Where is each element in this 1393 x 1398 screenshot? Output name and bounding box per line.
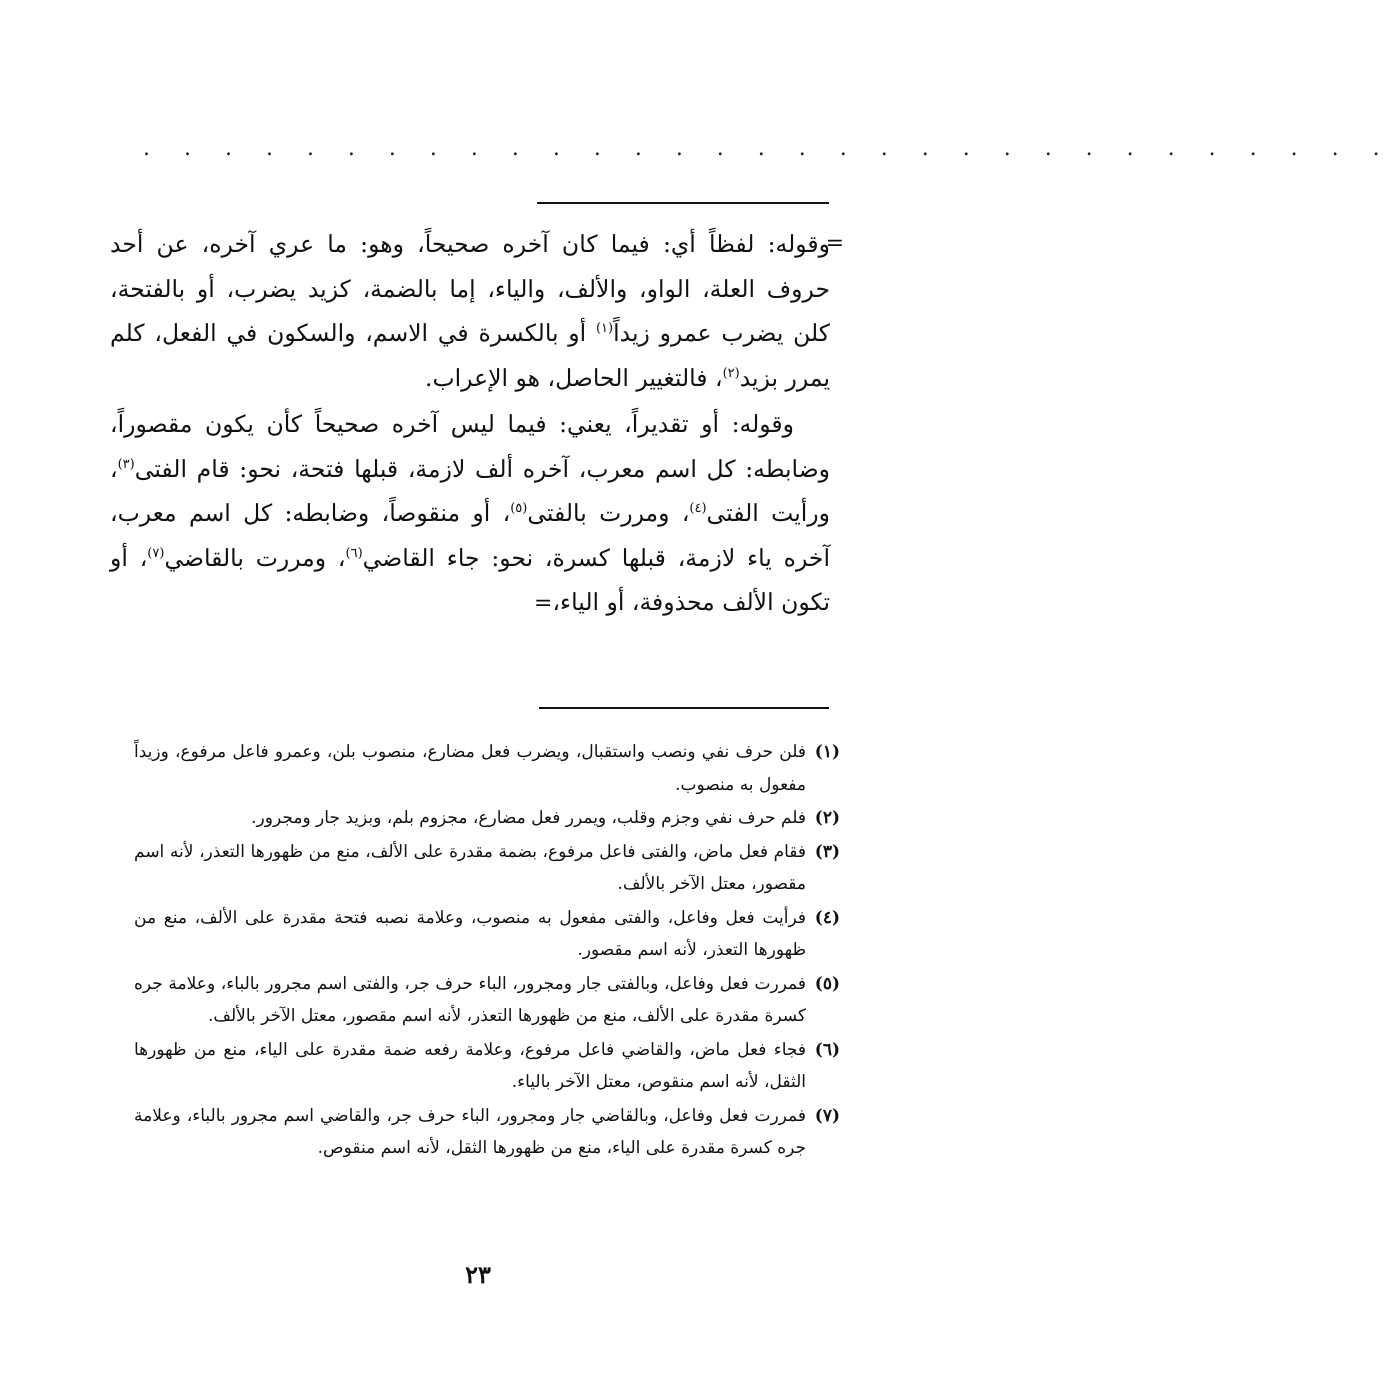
footnote-number: (٣) xyxy=(814,841,840,862)
top-rule xyxy=(537,202,829,204)
footnote-number: (٤) xyxy=(814,907,840,928)
dotted-separator: . . . . . . . . . . . . . . . . . . . . . . . . . . . . . . . xyxy=(143,136,1393,161)
footnote-3 xyxy=(134,836,840,901)
p2-text-c: ، ومررت بالفتى xyxy=(527,499,690,527)
footnote-text: فقام فعل ماض، والفتى فاعل مرفوع، بضمة مقدرة على الألف، منع من ظهورها التعذر، لأنه اسم مقصور، معتل الآخر بالألف. xyxy=(134,841,806,894)
footnote-2 xyxy=(134,802,840,835)
p2-text-b: ، ورأيت الفتى xyxy=(110,454,830,527)
p2-text-a: وقوله: أو تقديراً، يعني: فيما ليس آخره صحيحاً كأن يكون مقصوراً، وضابطه: كل اسم معرب، آخره ألف لازمة، قبلها فتحة، نحو: قام الفتى xyxy=(110,410,830,483)
footnote-text: فلن حرف نفي ونصب واستقبال، ويضرب فعل مضارع، منصوب بلن، وعمرو فاعل مرفوع، وزيداً مفعول به منصوب. xyxy=(134,742,806,795)
page-number: ٢٣ xyxy=(465,1260,491,1289)
footnotes xyxy=(134,736,840,1166)
p2-text-d: ، أو منقوصاً، وضابطه: كل اسم معرب، آخره ياء لازمة، قبلها كسرة، نحو: جاء القاضي xyxy=(110,499,830,572)
footnote-text: فمررت فعل وفاعل، وبالقاضي جار ومجرور، الباء حرف جر، والقاضي اسم مجرور بالباء، وعلامة جره كسرة مقدرة على الياء، منع من ظهورها الثقل، لأنه اسم منقوص. xyxy=(134,1105,806,1158)
footnote-7 xyxy=(134,1100,840,1165)
footnote-number: (٦) xyxy=(814,1039,840,1060)
footnote-text: فمررت فعل وفاعل، وبالفتى جار ومجرور، الباء حرف جر، والفتى اسم مجرور بالباء، وعلامة جره كسرة مقدرة على الألف، منع من ظهورها التعذر، لأنه اسم مقصور، معتل الآخر بالألف. xyxy=(134,973,806,1026)
p2-text-e: ، ومررت بالقاضي xyxy=(164,543,346,572)
footnote-number: (٥) xyxy=(814,973,840,994)
footnote-ref-5[interactable]: (٥) xyxy=(510,501,528,517)
p1-text-b: أو بالكسرة في الاسم، والسكون في الفعل، كلم يمرر بزيد xyxy=(110,319,830,392)
footnote-4 xyxy=(134,902,840,967)
end-continuation-mark: = xyxy=(534,591,553,616)
paragraph-1 xyxy=(110,222,830,400)
footnote-number: (٢) xyxy=(814,808,840,828)
p1-text-c: ، فالتغيير الحاصل، هو الإعراب. xyxy=(425,363,723,392)
footnote-1 xyxy=(134,736,840,801)
footnote-6 xyxy=(134,1034,840,1099)
continuation-mark: = xyxy=(825,231,844,256)
footnote-ref-4[interactable]: (٤) xyxy=(689,501,707,517)
footnote-text: فلم حرف نفي وجزم وقلب، ويمرر فعل مضارع، مجزوم بلم، وبزيد جار ومجرور. xyxy=(251,808,806,828)
footnote-ref-7[interactable]: (٧) xyxy=(147,545,165,561)
footnote-separator-rule xyxy=(539,707,829,709)
p2-text-f: ، أو تكون الألف محذوفة، أو الياء، xyxy=(110,543,830,616)
main-text xyxy=(110,222,844,627)
footnote-text: فجاء فعل ماض، والقاضي فاعل مرفوع، وعلامة رفعه ضمة مقدرة على الياء، منع من ظهورها الثقل، لأنه اسم منقوص، معتل الآخر بالياء. xyxy=(134,1039,806,1092)
footnote-ref-2[interactable]: (٢) xyxy=(722,365,740,381)
footnote-ref-6[interactable]: (٦) xyxy=(345,545,363,561)
footnote-text: فرأيت فعل وفاعل، والفتى مفعول به منصوب، وعلامة نصبه فتحة مقدرة على الألف، منع من ظهورها التعذر، لأنه اسم مقصور. xyxy=(134,907,806,960)
footnote-number: (١) xyxy=(814,742,840,762)
footnote-ref-1[interactable]: (١) xyxy=(595,321,614,337)
p1-text-a: وقوله: لفظاً أي: فيما كان آخره صحيحاً، وهو: ما عري آخره، عن أحد حروف العلة، الواو، والألف، والياء، إما بالضمة، كزيد يضرب، أو بالفتحة، كلن يضرب عمرو زيداً xyxy=(110,230,830,347)
footnote-5 xyxy=(134,968,840,1033)
footnote-ref-3[interactable]: (٣) xyxy=(117,456,135,472)
paragraph-2 xyxy=(110,402,830,627)
footnote-number: (٧) xyxy=(814,1105,840,1126)
